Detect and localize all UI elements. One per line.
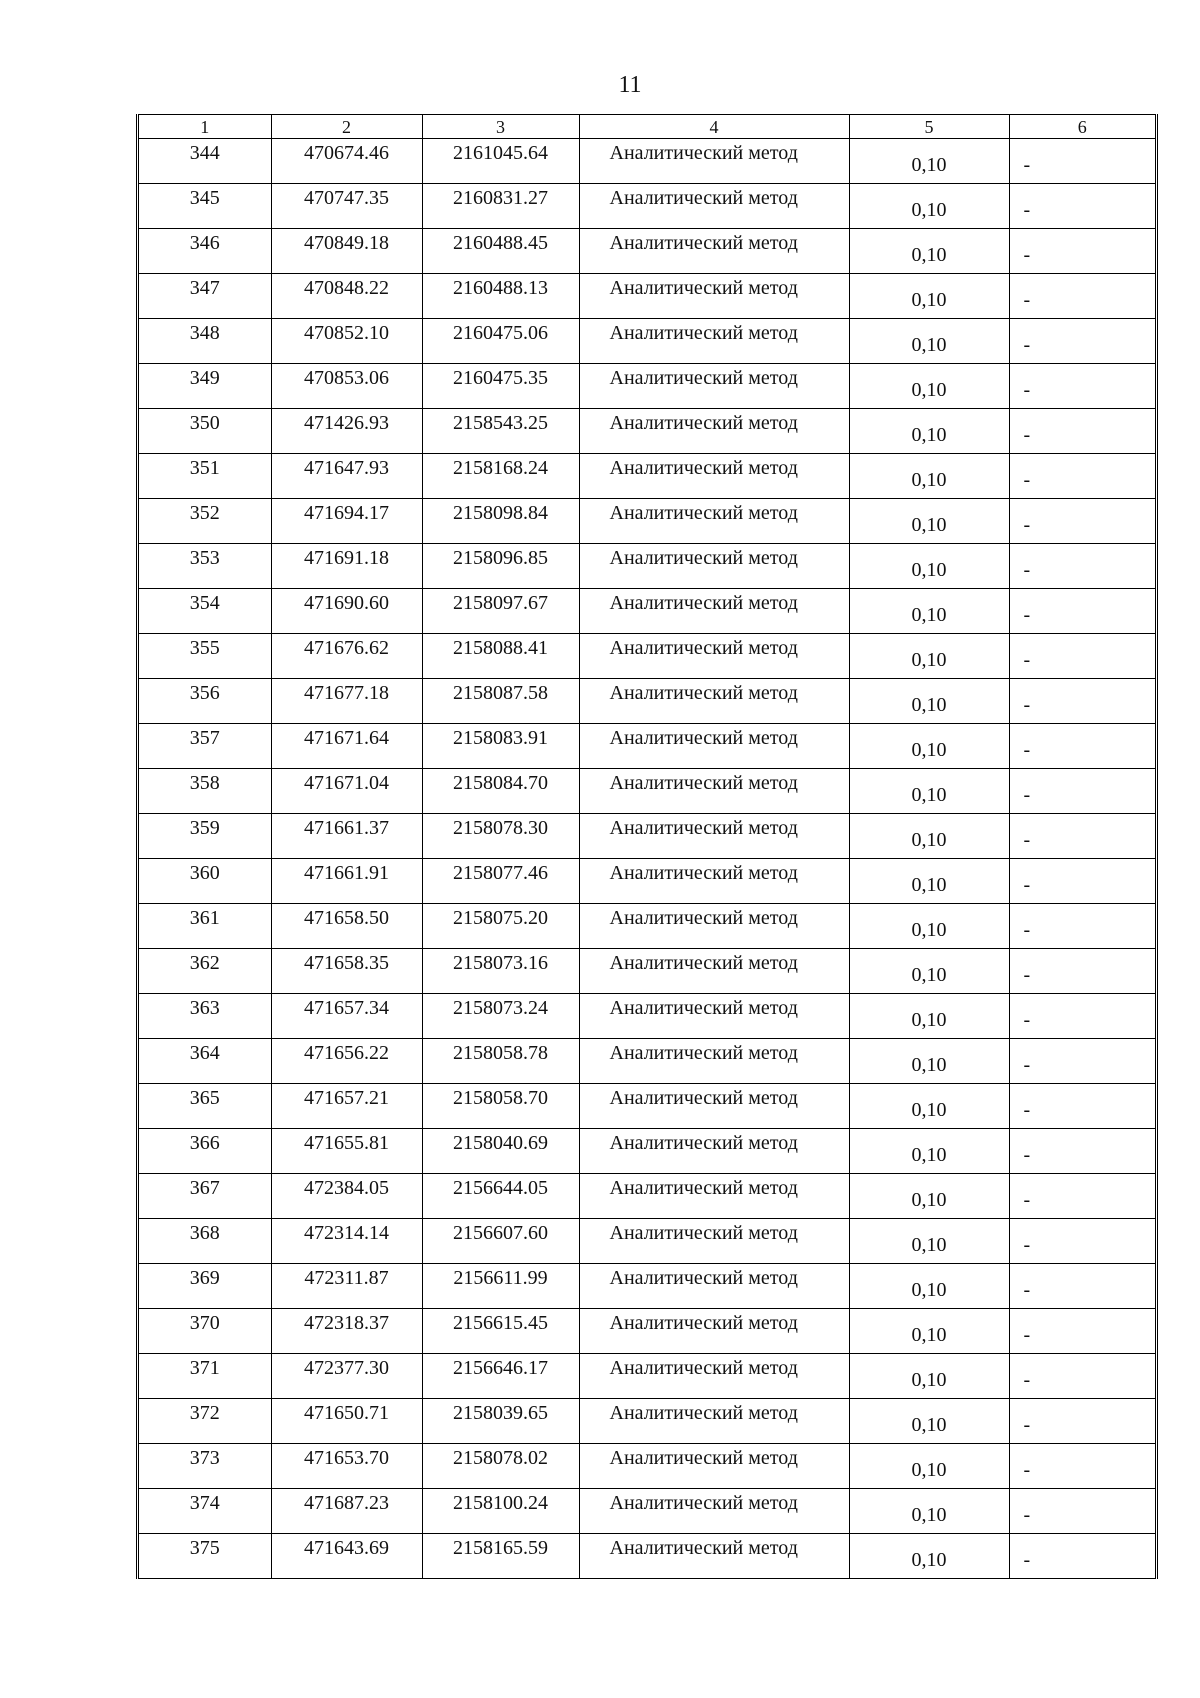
accuracy-cell: 0,10 [849,814,1009,859]
point-number-cell: 372 [139,1399,271,1444]
point-number-cell: 354 [139,589,271,634]
point-number-cell: 344 [139,139,271,184]
method-cell: Аналитический метод [579,1444,849,1489]
method-cell: Аналитический метод [579,1174,849,1219]
y-coordinate-cell: 2156607.60 [422,1219,579,1264]
method-cell: Аналитический метод [579,274,849,319]
x-coordinate-cell: 471694.17 [271,499,422,544]
header-cell-5: 5 [849,115,1009,139]
accuracy-cell: 0,10 [849,274,1009,319]
point-number-cell: 359 [139,814,271,859]
point-number-cell: 370 [139,1309,271,1354]
table-row [139,454,1155,499]
method-cell: Аналитический метод [579,904,849,949]
note-cell: - [1009,589,1155,634]
accuracy-cell: 0,10 [849,1309,1009,1354]
method-cell: Аналитический метод [579,1354,849,1399]
x-coordinate-cell: 471647.93 [271,454,422,499]
x-coordinate-cell: 471661.91 [271,859,422,904]
accuracy-cell: 0,10 [849,1219,1009,1264]
table-row [139,994,1155,1039]
table-row [139,184,1155,229]
y-coordinate-cell: 2158097.67 [422,589,579,634]
x-coordinate-cell: 471657.34 [271,994,422,1039]
accuracy-cell: 0,10 [849,679,1009,724]
accuracy-cell: 0,10 [849,139,1009,184]
y-coordinate-cell: 2158083.91 [422,724,579,769]
method-cell: Аналитический метод [579,184,849,229]
accuracy-cell: 0,10 [849,499,1009,544]
method-cell: Аналитический метод [579,319,849,364]
table-row [139,499,1155,544]
table-row [139,949,1155,994]
y-coordinate-cell: 2160488.45 [422,229,579,274]
note-cell: - [1009,1174,1155,1219]
x-coordinate-cell: 471671.64 [271,724,422,769]
y-coordinate-cell: 2158087.58 [422,679,579,724]
note-cell: - [1009,1354,1155,1399]
method-cell: Аналитический метод [579,1534,849,1579]
note-cell: - [1009,904,1155,949]
table-row [139,724,1155,769]
note-cell: - [1009,994,1155,1039]
y-coordinate-cell: 2158073.16 [422,949,579,994]
y-coordinate-cell: 2158077.46 [422,859,579,904]
x-coordinate-cell: 472314.14 [271,1219,422,1264]
x-coordinate-cell: 471653.70 [271,1444,422,1489]
x-coordinate-cell: 471658.50 [271,904,422,949]
accuracy-cell: 0,10 [849,544,1009,589]
table-row [139,364,1155,409]
note-cell: - [1009,1489,1155,1534]
point-number-cell: 345 [139,184,271,229]
accuracy-cell: 0,10 [849,859,1009,904]
point-number-cell: 352 [139,499,271,544]
table-row [139,769,1155,814]
x-coordinate-cell: 471655.81 [271,1129,422,1174]
note-cell: - [1009,499,1155,544]
point-number-cell: 351 [139,454,271,499]
note-cell: - [1009,1219,1155,1264]
page-number: 11 [618,72,642,98]
method-cell: Аналитический метод [579,1129,849,1174]
note-cell: - [1009,1399,1155,1444]
note-cell: - [1009,724,1155,769]
note-cell: - [1009,229,1155,274]
table-row [139,1444,1155,1489]
note-cell: - [1009,319,1155,364]
point-number-cell: 368 [139,1219,271,1264]
header-cell-4: 4 [579,115,849,139]
x-coordinate-cell: 471677.18 [271,679,422,724]
note-cell: - [1009,544,1155,589]
point-number-cell: 375 [139,1534,271,1579]
y-coordinate-cell: 2158084.70 [422,769,579,814]
method-cell: Аналитический метод [579,634,849,679]
x-coordinate-cell: 471691.18 [271,544,422,589]
y-coordinate-cell: 2158543.25 [422,409,579,454]
table-row [139,679,1155,724]
accuracy-cell: 0,10 [849,589,1009,634]
method-cell: Аналитический метод [579,814,849,859]
x-coordinate-cell: 472318.37 [271,1309,422,1354]
note-cell: - [1009,814,1155,859]
point-number-cell: 365 [139,1084,271,1129]
point-number-cell: 355 [139,634,271,679]
table-row [139,1219,1155,1264]
y-coordinate-cell: 2158168.24 [422,454,579,499]
y-coordinate-cell: 2158058.78 [422,1039,579,1084]
point-number-cell: 371 [139,1354,271,1399]
x-coordinate-cell: 471671.04 [271,769,422,814]
note-cell: - [1009,679,1155,724]
x-coordinate-cell: 471650.71 [271,1399,422,1444]
y-coordinate-cell: 2156646.17 [422,1354,579,1399]
method-cell: Аналитический метод [579,229,849,274]
point-number-cell: 362 [139,949,271,994]
table-row [139,1084,1155,1129]
point-number-cell: 364 [139,1039,271,1084]
x-coordinate-cell: 471690.60 [271,589,422,634]
x-coordinate-cell: 471426.93 [271,409,422,454]
accuracy-cell: 0,10 [849,1354,1009,1399]
header-cell-1: 1 [139,115,271,139]
x-coordinate-cell: 472311.87 [271,1264,422,1309]
header-cell-6: 6 [1009,115,1155,139]
point-number-cell: 347 [139,274,271,319]
accuracy-cell: 0,10 [849,1084,1009,1129]
accuracy-cell: 0,10 [849,319,1009,364]
point-number-cell: 373 [139,1444,271,1489]
accuracy-cell: 0,10 [849,769,1009,814]
header-cell-3: 3 [422,115,579,139]
accuracy-cell: 0,10 [849,634,1009,679]
y-coordinate-cell: 2160831.27 [422,184,579,229]
method-cell: Аналитический метод [579,724,849,769]
y-coordinate-cell: 2158039.65 [422,1399,579,1444]
accuracy-cell: 0,10 [849,1264,1009,1309]
x-coordinate-cell: 470674.46 [271,139,422,184]
x-coordinate-cell: 472377.30 [271,1354,422,1399]
method-cell: Аналитический метод [579,1489,849,1534]
x-coordinate-cell: 470853.06 [271,364,422,409]
method-cell: Аналитический метод [579,364,849,409]
accuracy-cell: 0,10 [849,1399,1009,1444]
point-number-cell: 346 [139,229,271,274]
point-number-cell: 363 [139,994,271,1039]
table-header-row [139,115,1155,139]
x-coordinate-cell: 471643.69 [271,1534,422,1579]
x-coordinate-cell: 471676.62 [271,634,422,679]
table-row [139,1534,1155,1579]
method-cell: Аналитический метод [579,139,849,184]
accuracy-cell: 0,10 [849,409,1009,454]
x-coordinate-cell: 470848.22 [271,274,422,319]
point-number-cell: 353 [139,544,271,589]
table-row [139,1174,1155,1219]
x-coordinate-cell: 471656.22 [271,1039,422,1084]
note-cell: - [1009,1084,1155,1129]
y-coordinate-cell: 2158098.84 [422,499,579,544]
point-number-cell: 348 [139,319,271,364]
accuracy-cell: 0,10 [849,364,1009,409]
table-row [139,1264,1155,1309]
y-coordinate-cell: 2158100.24 [422,1489,579,1534]
point-number-cell: 358 [139,769,271,814]
point-number-cell: 369 [139,1264,271,1309]
table-row [139,1354,1155,1399]
y-coordinate-cell: 2156615.45 [422,1309,579,1354]
accuracy-cell: 0,10 [849,994,1009,1039]
x-coordinate-cell: 472384.05 [271,1174,422,1219]
table-row [139,139,1155,184]
point-number-cell: 374 [139,1489,271,1534]
point-number-cell: 350 [139,409,271,454]
coordinates-table-frame [136,114,1158,1579]
y-coordinate-cell: 2161045.64 [422,139,579,184]
accuracy-cell: 0,10 [849,229,1009,274]
table-row [139,544,1155,589]
table-row [139,229,1155,274]
note-cell: - [1009,1129,1155,1174]
note-cell: - [1009,1444,1155,1489]
method-cell: Аналитический метод [579,544,849,589]
note-cell: - [1009,1534,1155,1579]
method-cell: Аналитический метод [579,769,849,814]
table-row [139,1039,1155,1084]
coordinates-table [139,114,1155,1579]
note-cell: - [1009,364,1155,409]
method-cell: Аналитический метод [579,1309,849,1354]
method-cell: Аналитический метод [579,1039,849,1084]
method-cell: Аналитический метод [579,1264,849,1309]
accuracy-cell: 0,10 [849,724,1009,769]
point-number-cell: 360 [139,859,271,904]
y-coordinate-cell: 2158073.24 [422,994,579,1039]
note-cell: - [1009,949,1155,994]
accuracy-cell: 0,10 [849,1129,1009,1174]
note-cell: - [1009,409,1155,454]
accuracy-cell: 0,10 [849,1444,1009,1489]
x-coordinate-cell: 470747.35 [271,184,422,229]
x-coordinate-cell: 470852.10 [271,319,422,364]
table-row [139,1309,1155,1354]
note-cell: - [1009,634,1155,679]
y-coordinate-cell: 2158078.30 [422,814,579,859]
y-coordinate-cell: 2158075.20 [422,904,579,949]
point-number-cell: 356 [139,679,271,724]
y-coordinate-cell: 2158165.59 [422,1534,579,1579]
point-number-cell: 366 [139,1129,271,1174]
method-cell: Аналитический метод [579,1084,849,1129]
point-number-cell: 357 [139,724,271,769]
table-row [139,859,1155,904]
table-row [139,1489,1155,1534]
accuracy-cell: 0,10 [849,904,1009,949]
method-cell: Аналитический метод [579,454,849,499]
table-row [139,1399,1155,1444]
point-number-cell: 361 [139,904,271,949]
method-cell: Аналитический метод [579,1399,849,1444]
note-cell: - [1009,454,1155,499]
method-cell: Аналитический метод [579,1219,849,1264]
table-row [139,814,1155,859]
method-cell: Аналитический метод [579,409,849,454]
table-row [139,274,1155,319]
accuracy-cell: 0,10 [849,454,1009,499]
y-coordinate-cell: 2158088.41 [422,634,579,679]
accuracy-cell: 0,10 [849,1174,1009,1219]
note-cell: - [1009,139,1155,184]
table-row [139,904,1155,949]
method-cell: Аналитический метод [579,949,849,994]
note-cell: - [1009,769,1155,814]
note-cell: - [1009,1039,1155,1084]
method-cell: Аналитический метод [579,994,849,1039]
accuracy-cell: 0,10 [849,184,1009,229]
table-row [139,319,1155,364]
x-coordinate-cell: 471658.35 [271,949,422,994]
table-row [139,1129,1155,1174]
y-coordinate-cell: 2158040.69 [422,1129,579,1174]
y-coordinate-cell: 2160475.06 [422,319,579,364]
y-coordinate-cell: 2160488.13 [422,274,579,319]
x-coordinate-cell: 471661.37 [271,814,422,859]
accuracy-cell: 0,10 [849,949,1009,994]
point-number-cell: 349 [139,364,271,409]
method-cell: Аналитический метод [579,859,849,904]
y-coordinate-cell: 2156644.05 [422,1174,579,1219]
y-coordinate-cell: 2160475.35 [422,364,579,409]
method-cell: Аналитический метод [579,589,849,634]
x-coordinate-cell: 470849.18 [271,229,422,274]
point-number-cell: 367 [139,1174,271,1219]
note-cell: - [1009,859,1155,904]
header-cell-2: 2 [271,115,422,139]
note-cell: - [1009,274,1155,319]
accuracy-cell: 0,10 [849,1534,1009,1579]
note-cell: - [1009,1309,1155,1354]
y-coordinate-cell: 2158058.70 [422,1084,579,1129]
table-row [139,409,1155,454]
table-row [139,589,1155,634]
table-row [139,634,1155,679]
accuracy-cell: 0,10 [849,1489,1009,1534]
note-cell: - [1009,1264,1155,1309]
accuracy-cell: 0,10 [849,1039,1009,1084]
x-coordinate-cell: 471657.21 [271,1084,422,1129]
x-coordinate-cell: 471687.23 [271,1489,422,1534]
method-cell: Аналитический метод [579,679,849,724]
y-coordinate-cell: 2156611.99 [422,1264,579,1309]
y-coordinate-cell: 2158096.85 [422,544,579,589]
method-cell: Аналитический метод [579,499,849,544]
note-cell: - [1009,184,1155,229]
y-coordinate-cell: 2158078.02 [422,1444,579,1489]
